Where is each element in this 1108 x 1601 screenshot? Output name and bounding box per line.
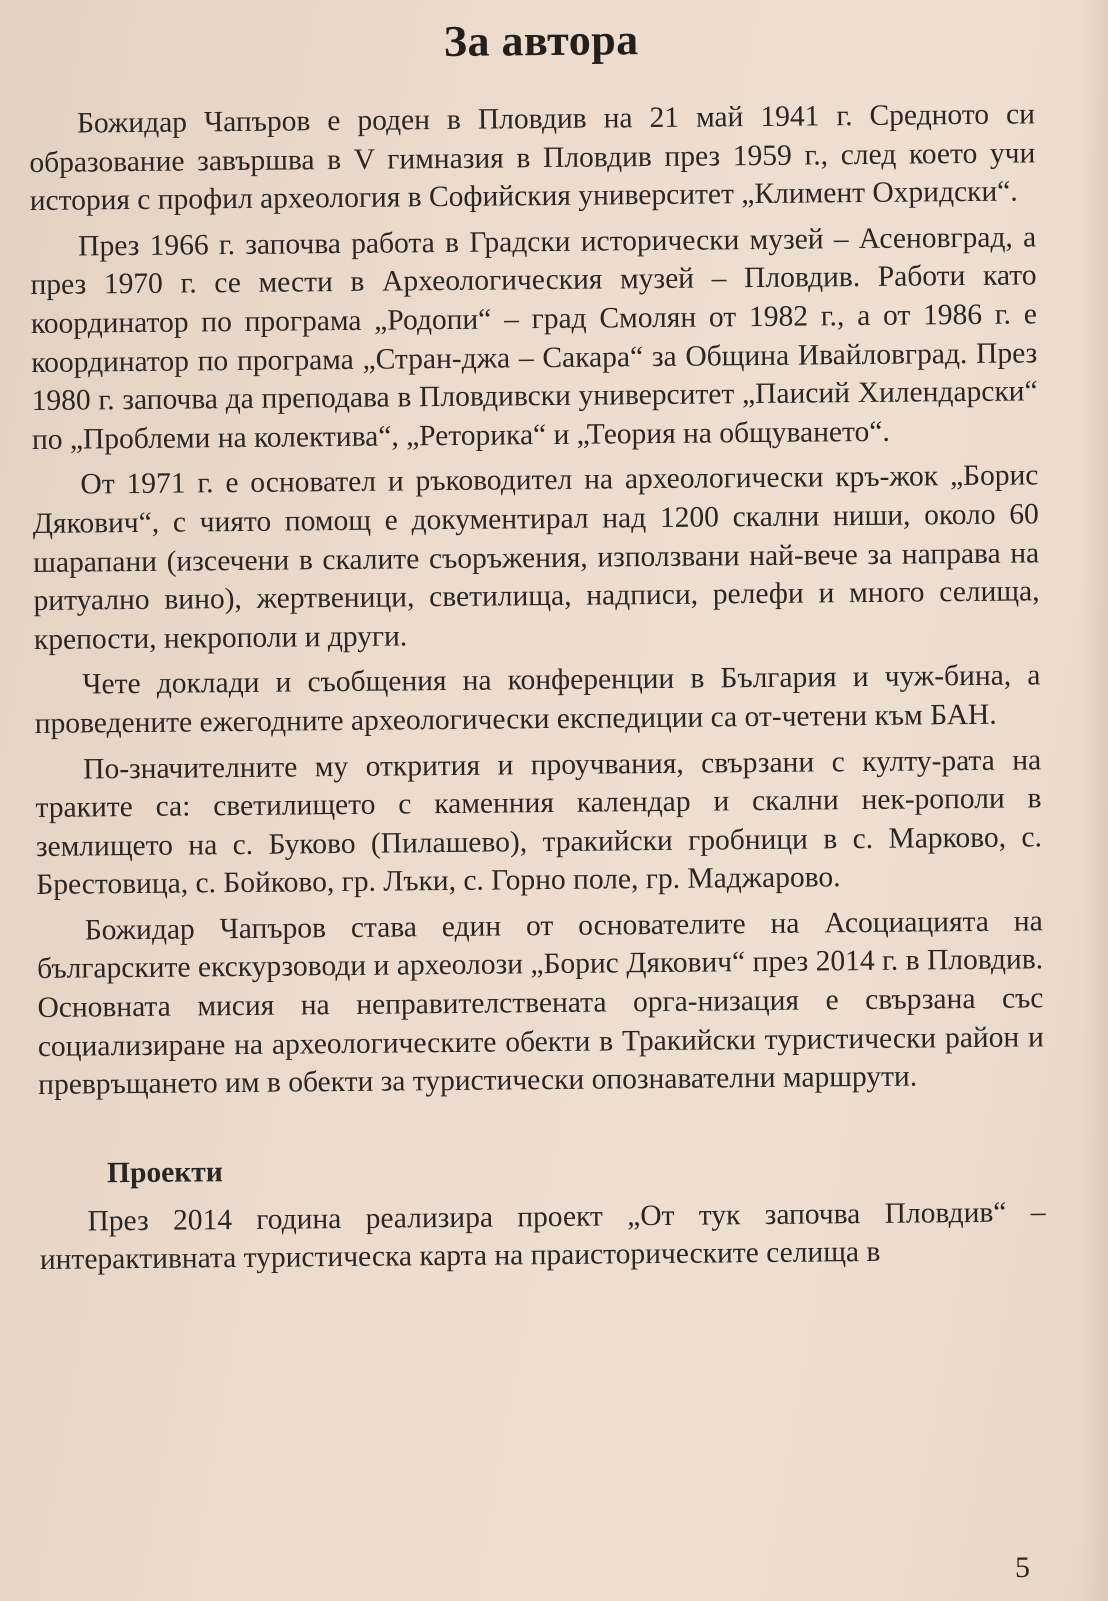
page-number: 5: [1015, 1551, 1030, 1584]
paragraph-association: Божидар Чапъров става един от основателите на Асоциацията на българските екскурзоводи и археолози „Борис Дякович“ през 2014 г. в Пловдив. Основната мисия на неправителствената орга-низация е свързана със социализиране на археологическите обекти в Тракийски туристически район и превръщането им в обекти за туристически опознавателни маршрути.: [36, 905, 1044, 1102]
paragraph-projects: През 2014 година реализира проект „От тук започва Пловдив“ – интерактивната туристическа карта на праисторическите селища в: [39, 1196, 1046, 1277]
paragraph-birth-education: Божидар Чапъров е роден в Пловдив на 21 май 1941 г. Средното си образование завършва в V гимназия в Пловдив през 1959 г., след което учи история с профил археология в Софийския университет „Климент Охридски“.: [29, 98, 1036, 218]
section-heading-projects: Проекти: [106, 1156, 223, 1190]
paragraph-conferences: Чете доклади и съобщения на конференции в България и чуж-бина, а проведените ежегодните археологически експедиции са от-четени към БАН.: [34, 659, 1041, 740]
paragraph-career: През 1966 г. започва работа в Градски исторически музей – Асеновград, а през 1970 г. се мести в Археологическия музей – Пловдив. Работи като координатор по програма „Родопи“ – град Смолян от 1982 г., а от 1986 г. е координатор по програма „Стран-джа – Сакара“ за Община Ивайловград. През 1980 г. започва да преподава в Пловдивски университет „Паисий Хилендарски“ по „Проблеми на колектива“, „Реторика“ и „Теория на общуването“.: [30, 221, 1038, 456]
page-title: За автора: [443, 15, 639, 67]
page-edge-shadow: [1082, 0, 1108, 1601]
paragraph-discoveries: По-значителните му открития и проучвания, свързани с култу-рата на траките са: светилището с каменния календар и скални нек-рополи в землището на с. Буково (Пилашево), тракийски гробници в с. Марково, с. Брестовица, с. Бойково, гр. Лъки, с. Горно поле, гр. Маджарово.: [35, 743, 1043, 902]
paragraph-archaeology-club: От 1971 г. е основател и ръководител на археологически кръ-жок „Борис Дякович“, с чиято помощ е документирал над 1200 скални ниши, около 60 шарапани (изсечени в скалите съоръжения, използвани най-вече за направа на ритуално вино), жертвеници, светилища, надписи, релефи и много селища, крепости, некрополи и други.: [32, 459, 1040, 656]
page-content: [28, 10, 1046, 1280]
